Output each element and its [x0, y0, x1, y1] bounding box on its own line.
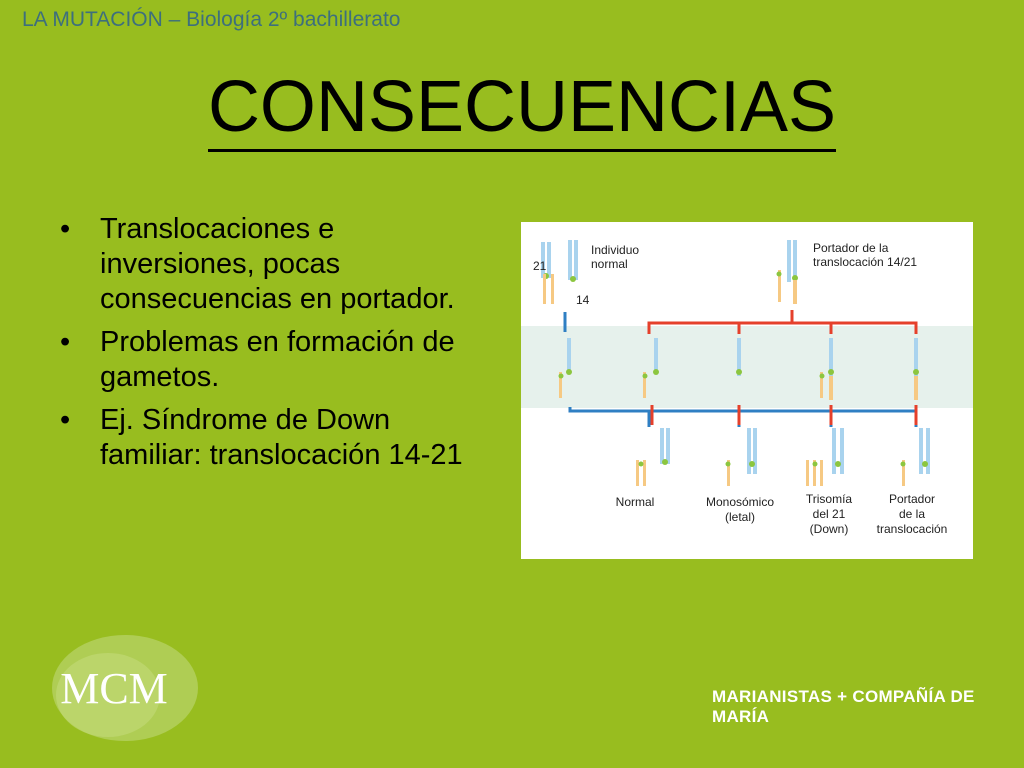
- centromere-icon: [828, 369, 834, 375]
- label-14: 14: [576, 293, 590, 307]
- carrier-label: translocación 14/21: [813, 255, 918, 269]
- centromere-icon: [777, 272, 782, 277]
- centromere-icon: [835, 461, 841, 467]
- chromosome-14-icon: [654, 338, 658, 374]
- bullet-dot-icon: •: [60, 213, 71, 245]
- centromere-icon: [639, 462, 644, 467]
- centromere-icon: [653, 369, 659, 375]
- bullet-dot-icon: •: [60, 404, 71, 436]
- centromere-icon: [559, 374, 564, 379]
- mcm-logo: [50, 633, 200, 743]
- translocated-chromosome-icon: [840, 428, 844, 474]
- label-21: 21: [533, 259, 547, 273]
- outcome-monosomic-label: Monosómico: [705, 495, 775, 509]
- brand-footer: MARIANISTAS + COMPAÑÍA DE MARÍA: [712, 687, 975, 726]
- bullet-dot-icon: •: [60, 326, 71, 358]
- slide-header: LA MUTACIÓN – Biología 2º bachillerato: [22, 8, 401, 31]
- outcome-trisomy-label: del 21: [812, 507, 846, 521]
- centromere-icon: [566, 369, 572, 375]
- chromosome-14-icon: [832, 428, 836, 474]
- translocated-segment-icon: [829, 376, 833, 400]
- centromere-icon: [662, 459, 668, 465]
- mcm-logo-icon: [50, 633, 200, 743]
- gamete-band: [521, 326, 973, 408]
- centromere-icon: [736, 369, 742, 375]
- centromere-icon: [813, 462, 818, 467]
- chromosome-14-icon: [753, 428, 757, 474]
- zygotes-row: [636, 428, 930, 486]
- slide-title: [0, 66, 1024, 148]
- chromosome-14-icon: [747, 428, 751, 474]
- bullet-text: Ej. Síndrome de Down familiar: translocación 14-21: [100, 404, 463, 471]
- centromere-icon: [749, 461, 755, 467]
- carrier-chromosomes: [777, 240, 799, 304]
- centromere-icon: [570, 276, 576, 282]
- carrier-label: Portador de la: [813, 241, 889, 255]
- outcome-normal-label: Normal: [615, 495, 655, 509]
- chromosome-14-icon: [787, 240, 791, 282]
- centromere-icon: [643, 374, 648, 379]
- bullet-item: [60, 403, 490, 473]
- centromere-icon: [820, 374, 825, 379]
- chromosome-14-icon: [660, 428, 664, 464]
- outcome-carrier-label: Portador: [888, 492, 936, 506]
- bullet-list: [60, 212, 490, 481]
- chromosome-14-icon: [919, 428, 923, 474]
- chromosome-21-icon: [820, 460, 823, 486]
- logo-text: MCM: [60, 664, 168, 713]
- bullet-item: [60, 325, 490, 395]
- bullet-item: [60, 212, 490, 317]
- chromosome-21-icon: [543, 274, 546, 304]
- centromere-icon: [901, 462, 906, 467]
- translocated-segment-icon: [914, 376, 918, 400]
- translocated-segment-icon: [793, 280, 797, 304]
- chromosome-14-icon: [567, 338, 571, 374]
- slide-title-text: CONSECUENCIAS: [208, 67, 836, 152]
- outcome-trisomy-label: Trisomía: [805, 492, 853, 506]
- outcome-trisomy-label: (Down): [809, 522, 849, 536]
- chromosome-14-icon: [547, 242, 551, 278]
- outcome-carrier-label: de la: [898, 507, 926, 521]
- normal-individual-label: normal: [591, 257, 628, 271]
- normal-individual-chromosomes: [541, 240, 578, 304]
- bullet-text: Translocaciones e inversiones, pocas consecuencias en portador.: [100, 213, 455, 315]
- bullet-text: Problemas en formación de gametos.: [100, 326, 455, 393]
- chromosome-14-icon: [568, 240, 572, 280]
- outcome-monosomic-label: (letal): [724, 510, 756, 524]
- centromere-icon: [726, 462, 731, 467]
- translocation-diagram-svg: [521, 222, 973, 559]
- centromere-icon: [913, 369, 919, 375]
- translocation-diagram: [521, 222, 973, 559]
- centromere-icon: [922, 461, 928, 467]
- chromosome-14-icon: [574, 240, 578, 280]
- chromosome-21-icon: [551, 274, 554, 304]
- chromosome-14-icon: [666, 428, 670, 464]
- translocated-chromosome-icon: [926, 428, 930, 474]
- chromosome-21-icon: [806, 460, 809, 486]
- normal-individual-label: Individuo: [591, 243, 640, 257]
- outcome-carrier-label: translocación: [876, 522, 948, 536]
